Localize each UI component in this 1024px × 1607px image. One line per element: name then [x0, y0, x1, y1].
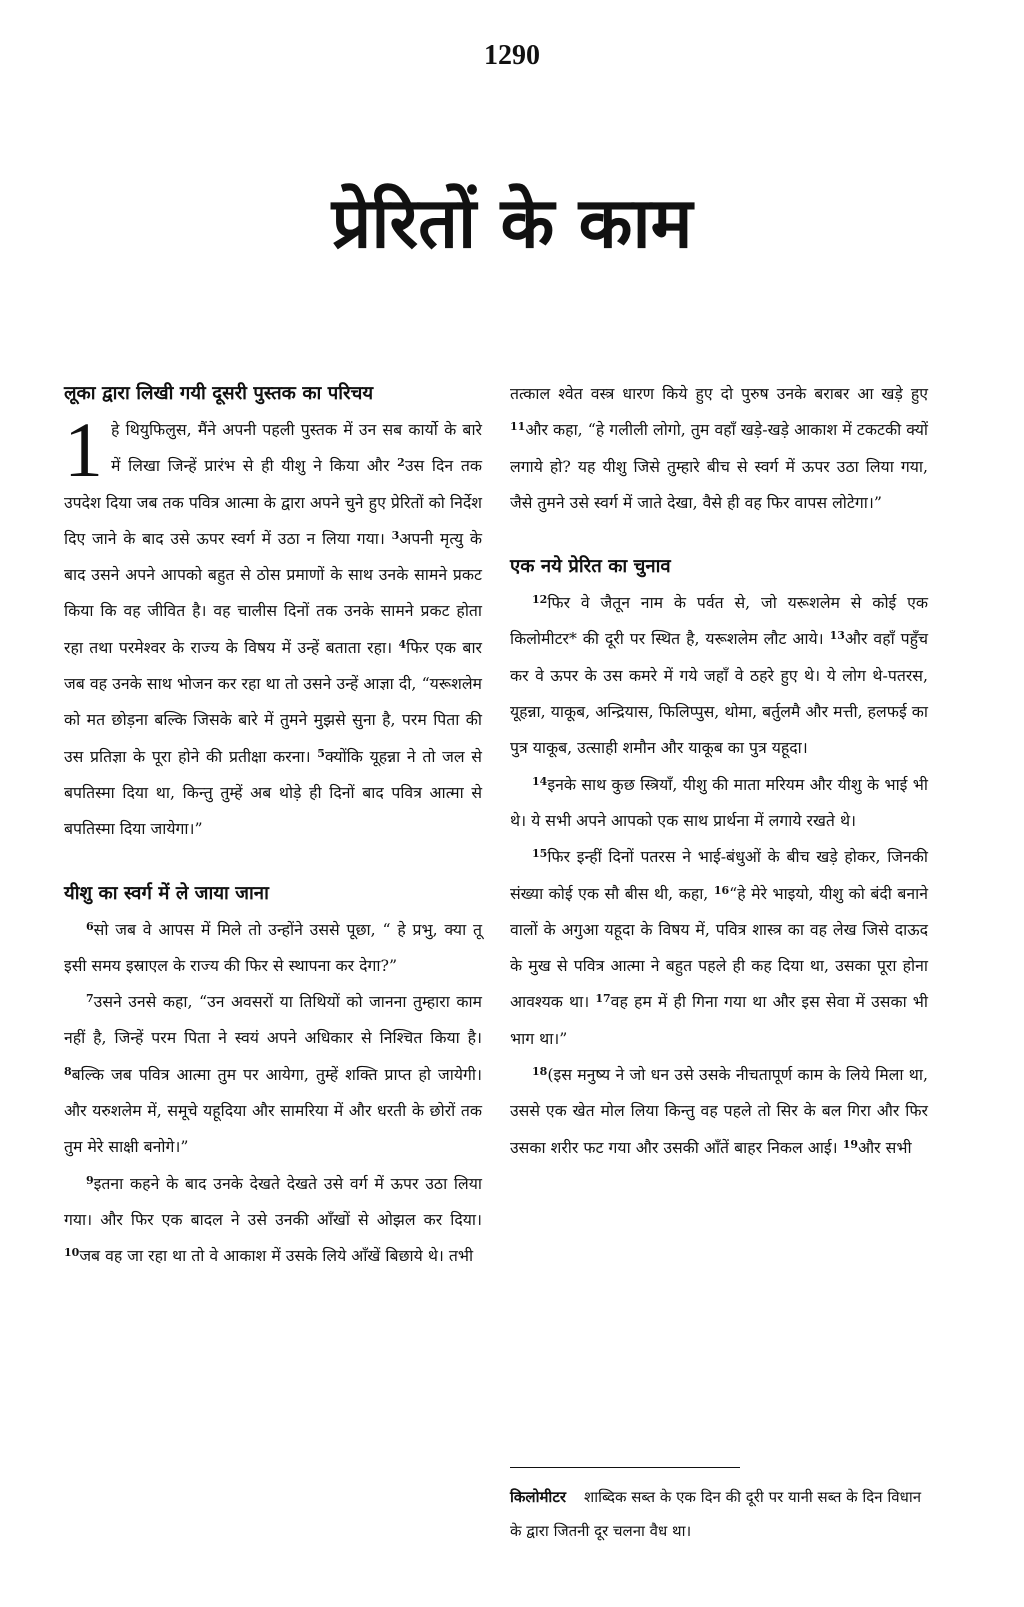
verse-number: 2	[397, 456, 405, 470]
verse-text: “हे मेरे भाइयो, यीशु को बंदी बनाने वालों के अगुआ यहूदा के विषय में, पवित्र शास्त्र का वह लेख जिसे दाऊद के मुख से पवित्र आत्मा ने बहुत पहले ही कह दिया था, उसका पूरा होना आवश्यक था।	[510, 883, 928, 1012]
verse-number: 16	[713, 883, 730, 897]
verse-text: सो जब वे आपस में मिले तो उन्होंने उससे पूछा, “ हे प्रभु, क्या तू इसी समय इस्राएल के राज्य की फिर से स्थापना कर देगा?”	[64, 919, 482, 975]
paragraph-verses-15-17	[510, 839, 928, 1057]
verse-number: 3	[391, 528, 400, 542]
verse-number: 17	[595, 992, 611, 1006]
verse-number: 6	[86, 919, 94, 933]
verse-number: 11	[510, 420, 526, 434]
verse-number: 18	[532, 1065, 548, 1079]
verse-text: तत्काल श्वेत वस्त्र धारण किये हुए दो पुरुष उनके बराबर आ खड़े हुए	[510, 384, 928, 403]
chapter-dropcap: 1	[64, 406, 103, 493]
verse-number: 13	[829, 629, 845, 643]
verse-number: 7	[86, 992, 94, 1006]
verse-text: बल्कि जब पवित्र आत्मा तुम पर आयेगा, तुम्हें शक्ति प्राप्त हो जायेगी। और यरुशलेम में, समूचे यहूदिया और सामरिया में और धरती के छोरों तक तुम मेरे साक्षी बनोगे।”	[64, 1064, 482, 1157]
paragraph-verse-11	[510, 376, 928, 521]
verse-number: 14	[532, 774, 548, 788]
verse-number: 5	[317, 746, 325, 760]
verse-text: जब वह जा रहा था तो वे आकाश में उसके लिये आँखें बिछाये थे। तभी	[79, 1246, 474, 1266]
verse-number: 8	[64, 1064, 72, 1078]
section-gap	[510, 521, 928, 549]
verse-text: क्योंकि यूहन्ना ने तो जल से बपतिस्मा दिया था, किन्तु तुम्हें अब थोड़े ही दिनों बाद पवित्र आत्मा से बपतिस्मा दिया जायेगा।”	[64, 746, 482, 839]
paragraph-verses-9-10	[64, 1166, 482, 1275]
verse-number: 10	[64, 1246, 80, 1260]
verse-text: और वहाँ पहुँच कर वे ऊपर के उस कमरे में गये जहाँ वे ठहरे हुए थे। ये लोग थे-पतरस, यूहन्ना, याकूब, अन्द्रियास, फिलिप्पुस, थोमा, बर्तुलमै और मत्ती, हलफई का पुत्र याकूब, उत्साही शमौन और याकूब का पुत्र यहूदा।	[510, 629, 928, 758]
book-title: प्रेरितों के काम	[331, 182, 693, 264]
section-gap	[64, 848, 482, 876]
verse-text: उसने उनसे कहा, “उन अवसरों या तिथियों को जानना तुम्हारा काम नहीं है, जिन्हें परम पिता ने स्वयं अपने अधिकार से निश्चित किया है।	[64, 992, 482, 1048]
verse-text: हे थियुफिलुस, मैंने अपनी पहली पुस्तक में उन सब कार्यो के बारे में लिखा जिन्हें प्रारंभ से ही यीशु ने किया और	[111, 420, 482, 476]
right-column	[510, 376, 928, 1166]
verse-number: 19	[842, 1137, 859, 1151]
verse-number: 12	[532, 593, 548, 607]
footnote-term: किलोमीटर	[510, 1488, 567, 1506]
footnote	[510, 1480, 928, 1548]
section-heading-new-apostle: एक नये प्रेरित का चुनाव	[510, 556, 671, 578]
verse-text: और सभी	[858, 1137, 912, 1157]
verse-text: वह हम में ही गिना गया था और इस सेवा में उसका भी भाग था।”	[510, 992, 928, 1048]
verse-text: इनके साथ कुछ स्त्रियाँ, यीशु की माता मरियम और यीशु के भाई भी थे। ये सभी अपने आपको एक साथ प्रार्थना में लगाये रखते थे।	[510, 774, 928, 830]
verse-text: उस दिन तक उपदेश दिया जब तक पवित्र आत्मा के द्वारा अपने चुने हुए प्रेरितों को निर्देश दिए जाने के बाद उसे ऊपर स्वर्ग में उठा न लिया गया।	[64, 456, 482, 548]
verse-text: (इस मनुष्य ने जो धन उसे उसके नीचतापूर्ण काम के लिये मिला था, उससे एक खेत मोल लिया किन्तु वह पहले तो सिर के बल गिरा और फिर उसका शरीर फट गया और उसकी आँतें बाहर निकल आई।	[510, 1065, 928, 1157]
footnote-text: शाब्दिक सब्त के एक दिन की दूरी पर यानी सब्त के दिन विधान के द्वारा जितनी दूर चलना वैध था।	[510, 1488, 922, 1540]
verse-text: अपनी मृत्यु के बाद उसने अपने आपको बहुत से ठोस प्रमाणों के साथ उनके सामने प्रकट किया कि वह जीवित है। वह चालीस दिनों तक उनके सामने प्रकट होता रहा तथा परमेश्वर के राज्य के विषय में उन्हें बताता रहा।	[64, 528, 482, 657]
paragraph-verses-1-5	[64, 406, 482, 848]
verse-text: और कहा, “हे गलीली लोगो, तुम वहाँ खड़े-खड़े आकाश में टकटकी क्यों लगाये हो? यह यीशु जिसे तुम्हारे बीच से स्वर्ग में ऊपर उठा लिया गया, जैसे तुमने उसे स्वर्ग में जाते देखा, वैसे ही वह फिर वापस लोटेगा।”	[510, 420, 928, 512]
section-heading-ascension: यीशु का स्वर्ग में ले जाया जाना	[64, 882, 269, 904]
verse-text: फिर वे जैतून नाम के पर्वत से, जो यरूशलेम से कोई एक किलोमीटर* की दूरी पर स्थित है, यरूशलेम लौट आये।	[510, 593, 928, 649]
paragraph-verse-14	[510, 767, 928, 840]
paragraph-verses-18-19	[510, 1057, 928, 1166]
paragraph-verses-7-8	[64, 984, 482, 1165]
verse-text: फिर इन्हीं दिनों पतरस ने भाई-बंधुओं के बीच खड़े होकर, जिनकी संख्या कोई एक सौ बीस थी, कहा,	[510, 847, 928, 903]
paragraph-verse-6	[64, 912, 482, 985]
page-number: 1290	[484, 40, 540, 71]
footnote-divider	[510, 1467, 740, 1468]
verse-number: 15	[532, 847, 548, 861]
verse-text: फिर एक बार जब वह उनके साथ भोजन कर रहा था तो उसने उन्हें आज्ञा दी, “यरूशलेम को मत छोड़ना बल्कि जिसके बारे में तुमने मुझसे सुना है, परम पिता की उस प्रतिज्ञा के पूरा होने की प्रतीक्षा करना।	[64, 637, 482, 766]
verse-number: 4	[398, 637, 407, 651]
verse-text: इतना कहने के बाद उनके देखते देखते उसे वर्ग में ऊपर उठा लिया गया। और फिर एक बादल ने उसे उनकी आँखों से ओझल कर दिया।	[64, 1173, 482, 1229]
section-heading-intro: लूका द्वारा लिखी गयी दूसरी पुस्तक का परिचय	[64, 383, 374, 404]
left-column	[64, 376, 482, 1275]
paragraph-verses-12-13	[510, 585, 928, 766]
verse-number: 9	[86, 1173, 94, 1187]
